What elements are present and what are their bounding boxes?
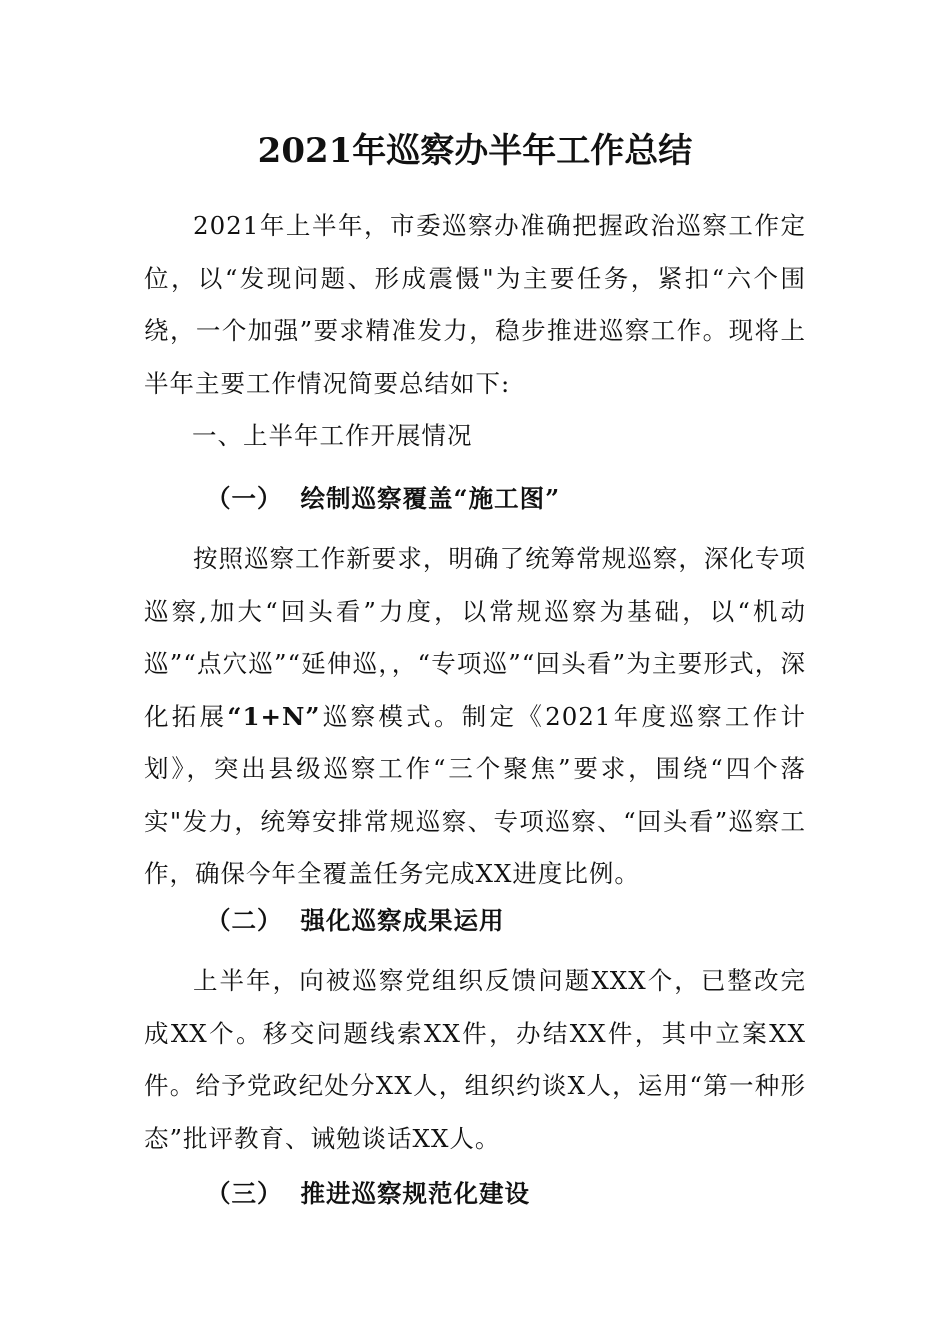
subsection-number-1: （一） bbox=[206, 484, 283, 513]
subsection-heading-2 bbox=[206, 895, 505, 947]
subsection-1-paragraph bbox=[144, 533, 806, 901]
subsection-number-3: （三） bbox=[206, 1179, 283, 1208]
subsection-1-bold-term: “1+N” bbox=[227, 701, 321, 731]
subsection-1-text-a: 按照巡察工作新要求，明确了统筹常规巡察，深化专项巡察,加大“回头看”力度，以常规巡察为基础，以“机动巡”“点穴巡”“延伸巡，，“专项巡”“回头看”为主要形式，深化拓展 bbox=[144, 544, 806, 731]
subsection-title-1: 绘制巡察覆盖“施工图” bbox=[300, 484, 561, 513]
intro-paragraph: 2021年上半年，市委巡察办准确把握政治巡察工作定位，以“发现问题、形成震慑"为主要任务，紧扣“六个围绕，一个加强”要求精准发力，稳步推进巡察工作。现将上半年主要工作情况简要总结如下: bbox=[144, 211, 806, 398]
subsection-number-2: （二） bbox=[206, 906, 283, 935]
subsection-title-3: 推进巡察规范化建设 bbox=[300, 1179, 530, 1208]
subsection-heading-3 bbox=[206, 1168, 530, 1220]
subsection-1-text-b: 巡察模式。制定《2021年度巡察工作计划》，突出县级巡察工作“三个聚焦”要求，围绕“四个落实"发力，统筹安排常规巡察、专项巡察、“回头看”巡察工作，确保今年全覆盖任务完成XX进度比例。 bbox=[144, 701, 806, 888]
subsection-heading-1 bbox=[206, 473, 560, 525]
document-title: 2021年巡察办半年工作总结 bbox=[257, 131, 693, 171]
subsection-2-paragraph: 上半年，向被巡察党组织反馈问题XXX个，已整改完成XX个。移交问题线索XX件，办结XX件，其中立案XX件。给予党政纪处分XX人，组织约谈X人，运用“第一种形态”批评教育、诫勉谈话XX人。 bbox=[144, 966, 806, 1153]
subsection-title-2: 强化巡察成果运用 bbox=[300, 906, 505, 935]
section-heading-1: 一、上半年工作开展情况 bbox=[192, 421, 473, 450]
